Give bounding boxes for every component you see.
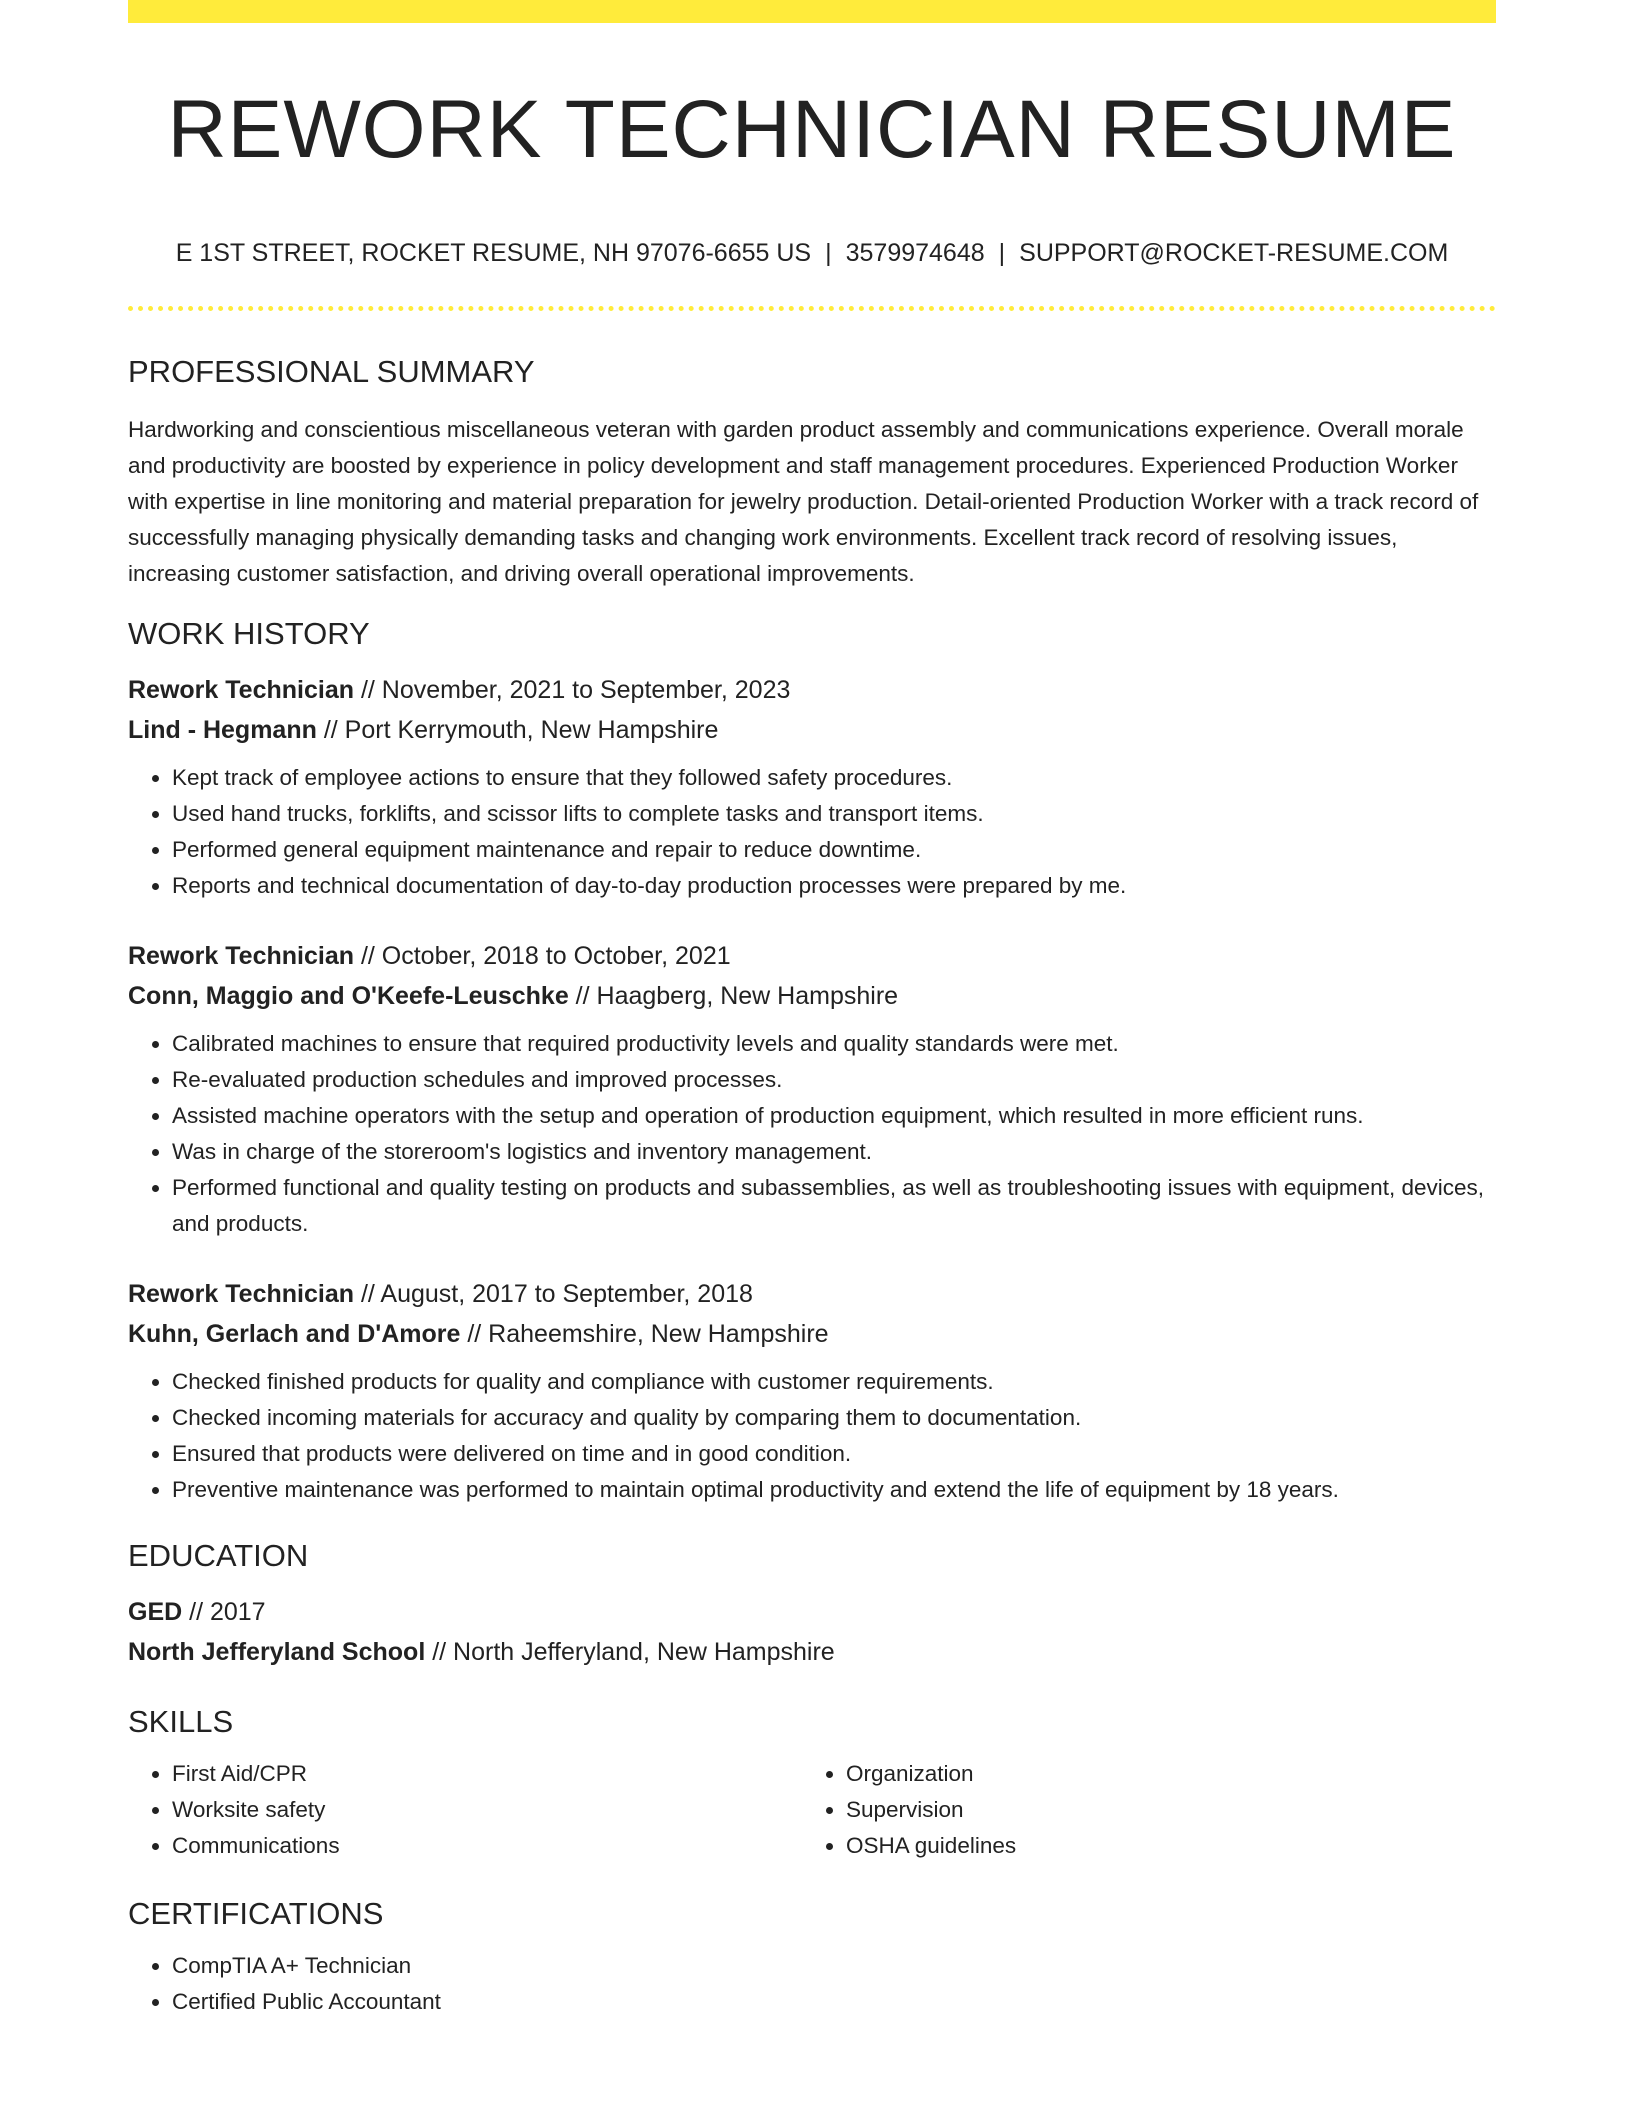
job-dates: // November, 2021 to September, 2023 <box>354 676 791 704</box>
contact-line <box>128 236 1496 270</box>
list-item: • Checked finished products for quality and compliance with customer requirements. <box>172 1364 1496 1400</box>
list-item: • Was in charge of the storeroom's logistics and inventory management. <box>172 1134 1496 1170</box>
job-bullets <box>128 760 1496 904</box>
list-item: • OSHA guidelines <box>846 1828 1476 1864</box>
list-item: • First Aid/CPR <box>172 1756 802 1792</box>
list-item: • Performed functional and quality testing on products and subassemblies, as well as troubleshooting issues with equipment, devices, and products. <box>172 1170 1496 1242</box>
list-item: • Calibrated machines to ensure that required productivity levels and quality standards were met. <box>172 1026 1496 1062</box>
contact-phone: 3579974648 <box>845 239 985 267</box>
list-item: • Kept track of employee actions to ensure that they followed safety procedures. <box>172 760 1496 796</box>
summary-heading: PROFESSIONAL SUMMARY <box>128 354 535 389</box>
job-company: Conn, Maggio and O'Keefe-Leuschke <box>128 982 569 1010</box>
job-company-line <box>128 710 1496 750</box>
job-title-line <box>128 936 1496 976</box>
list-item: • Preventive maintenance was performed to maintain optimal productivity and extend the life of equipment by 18 years. <box>172 1472 1496 1508</box>
education-degree-line <box>128 1592 1496 1632</box>
dotted-divider <box>128 306 1496 311</box>
job-bullets <box>128 1364 1496 1508</box>
job-entry <box>128 936 1496 1242</box>
job-dates: // August, 2017 to September, 2018 <box>354 1280 753 1308</box>
job-company-line <box>128 1314 1496 1354</box>
skills-left-column <box>128 1756 802 1864</box>
contact-separator: | <box>825 239 832 267</box>
job-dates: // October, 2018 to October, 2021 <box>354 942 731 970</box>
job-entry <box>128 670 1496 904</box>
list-item: • Communications <box>172 1828 802 1864</box>
job-company-line <box>128 976 1496 1016</box>
certifications-heading: CERTIFICATIONS <box>128 1896 384 1931</box>
contact-email: SUPPORT@ROCKET-RESUME.COM <box>1019 239 1449 267</box>
list-item: • Certified Public Accountant <box>172 1984 1496 2020</box>
skills-section <box>128 1702 1496 1864</box>
job-title: Rework Technician <box>128 676 354 704</box>
job-entry <box>128 1274 1496 1508</box>
education-school: North Jefferyland School <box>128 1638 426 1666</box>
list-item: • Assisted machine operators with the setup and operation of production equipment, which resulted in more efficient runs. <box>172 1098 1496 1134</box>
education-year: // 2017 <box>182 1598 266 1626</box>
job-location: // Port Kerrymouth, New Hampshire <box>316 716 719 744</box>
list-item: • Organization <box>846 1756 1476 1792</box>
contact-address: E 1ST STREET, ROCKET RESUME, NH 97076-6655 US <box>175 239 812 267</box>
certifications-list <box>128 1948 1496 2020</box>
work-history-section <box>128 614 1496 1508</box>
list-item: • Used hand trucks, forklifts, and scissor lifts to complete tasks and transport items. <box>172 796 1496 832</box>
job-title-line <box>128 670 1496 710</box>
education-section <box>128 1536 1496 1672</box>
work-history-heading: WORK HISTORY <box>128 616 370 651</box>
contact-separator: | <box>998 239 1006 267</box>
job-company: Lind - Hegmann <box>128 716 317 744</box>
summary-section <box>128 352 1496 592</box>
job-title: Rework Technician <box>128 1280 354 1308</box>
education-location: // North Jefferyland, New Hampshire <box>425 1638 835 1666</box>
skills-right-column <box>802 1756 1476 1864</box>
list-item: • Checked incoming materials for accuracy and quality by comparing them to documentation. <box>172 1400 1496 1436</box>
list-item: • Performed general equipment maintenance and repair to reduce downtime. <box>172 832 1496 868</box>
job-location: // Haagberg, New Hampshire <box>568 982 899 1010</box>
resume-content <box>128 352 1496 2020</box>
education-school-line <box>128 1632 1496 1672</box>
list-item: • Worksite safety <box>172 1792 802 1828</box>
job-location: // Raheemshire, New Hampshire <box>460 1320 829 1348</box>
job-title-line <box>128 1274 1496 1314</box>
resume-title: REWORK TECHNICIAN RESUME <box>167 84 1457 175</box>
job-company: Kuhn, Gerlach and D'Amore <box>128 1320 461 1348</box>
certifications-section <box>128 1894 1496 2020</box>
skills-grid <box>128 1756 1496 1864</box>
list-item: • Ensured that products were delivered on time and in good condition. <box>172 1436 1496 1472</box>
summary-text: Hardworking and conscientious miscellaneous veteran with garden product assembly and communications experience. Overall morale and productivity are boosted by experience in policy development and staff management procedures. Experienced Production Worker with expertise in line monitoring and material preparation for jewelry production. Detail-oriented Production Worker with a track record of successfully managing physically demanding tasks and changing work environments. Excellent track record of resolving issues, increasing customer satisfaction, and driving overall operational improvements. <box>128 417 1479 586</box>
list-item: • Supervision <box>846 1792 1476 1828</box>
list-item: • CompTIA A+ Technician <box>172 1948 1496 1984</box>
top-accent-bar <box>128 0 1496 23</box>
education-degree: GED <box>128 1598 183 1626</box>
skills-heading: SKILLS <box>128 1704 234 1739</box>
list-item: • Reports and technical documentation of day-to-day production processes were prepared by me. <box>172 868 1496 904</box>
education-heading: EDUCATION <box>128 1538 309 1573</box>
list-item: • Re-evaluated production schedules and improved processes. <box>172 1062 1496 1098</box>
job-title: Rework Technician <box>128 942 354 970</box>
job-bullets <box>128 1026 1496 1242</box>
